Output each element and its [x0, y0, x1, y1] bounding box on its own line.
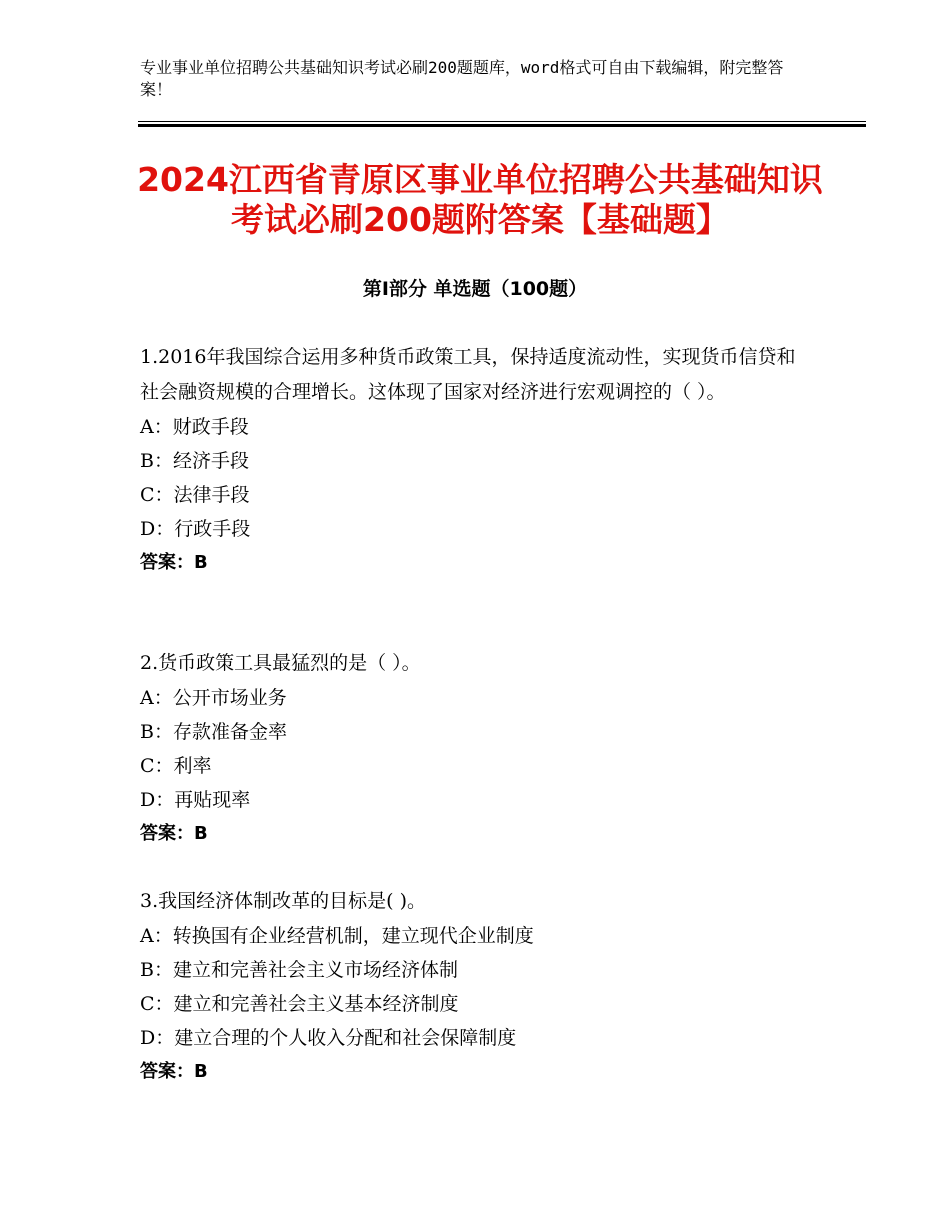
option-a: A：公开市场业务 [140, 687, 287, 709]
option-b: B：存款准备金率 [140, 721, 287, 743]
question-block [140, 646, 812, 851]
option-c: C：法律手段 [140, 484, 250, 506]
header-divider-thin [138, 121, 866, 122]
option-c: C：利率 [140, 755, 212, 777]
option-a: A：转换国有企业经营机制，建立现代企业制度 [140, 925, 534, 947]
answer-line: 答案：B [140, 823, 208, 844]
section-title: 第Ⅰ部分 单选题（100题） [362, 278, 588, 300]
answer-line: 答案：B [140, 1061, 208, 1082]
question-stem: 1.2016年我国综合运用多种货币政策工具，保持适度流动性，实现货币信贷和社会融资规模的合理增长。这体现了国家对经济进行宏观调控的（ ）。 [140, 346, 796, 403]
question-stem: 3.我国经济体制改革的目标是( )。 [140, 890, 426, 912]
header-note: 专业事业单位招聘公共基础知识考试必刷200题题库，word格式可自由下载编辑，附完整答案！ [140, 58, 784, 99]
option-d: D：建立合理的个人收入分配和社会保障制度 [140, 1027, 517, 1049]
option-a: A：财政手段 [140, 416, 249, 438]
document-title: 2024江西省青原区事业单位招聘公共基础知识考试必刷200题附答案【基础题】 [137, 160, 823, 239]
option-d: D：再贴现率 [140, 789, 251, 811]
option-c: C：建立和完善社会主义基本经济制度 [140, 993, 459, 1015]
question-stem: 2.货币政策工具最猛烈的是（ ）。 [140, 652, 421, 674]
answer-line: 答案：B [140, 552, 208, 573]
question-block [140, 884, 812, 1089]
option-b: B：建立和完善社会主义市场经济体制 [140, 959, 458, 981]
question-block [140, 340, 812, 580]
option-d: D：行政手段 [140, 518, 251, 540]
option-b: B：经济手段 [140, 450, 249, 472]
header-divider-thick [138, 124, 866, 127]
